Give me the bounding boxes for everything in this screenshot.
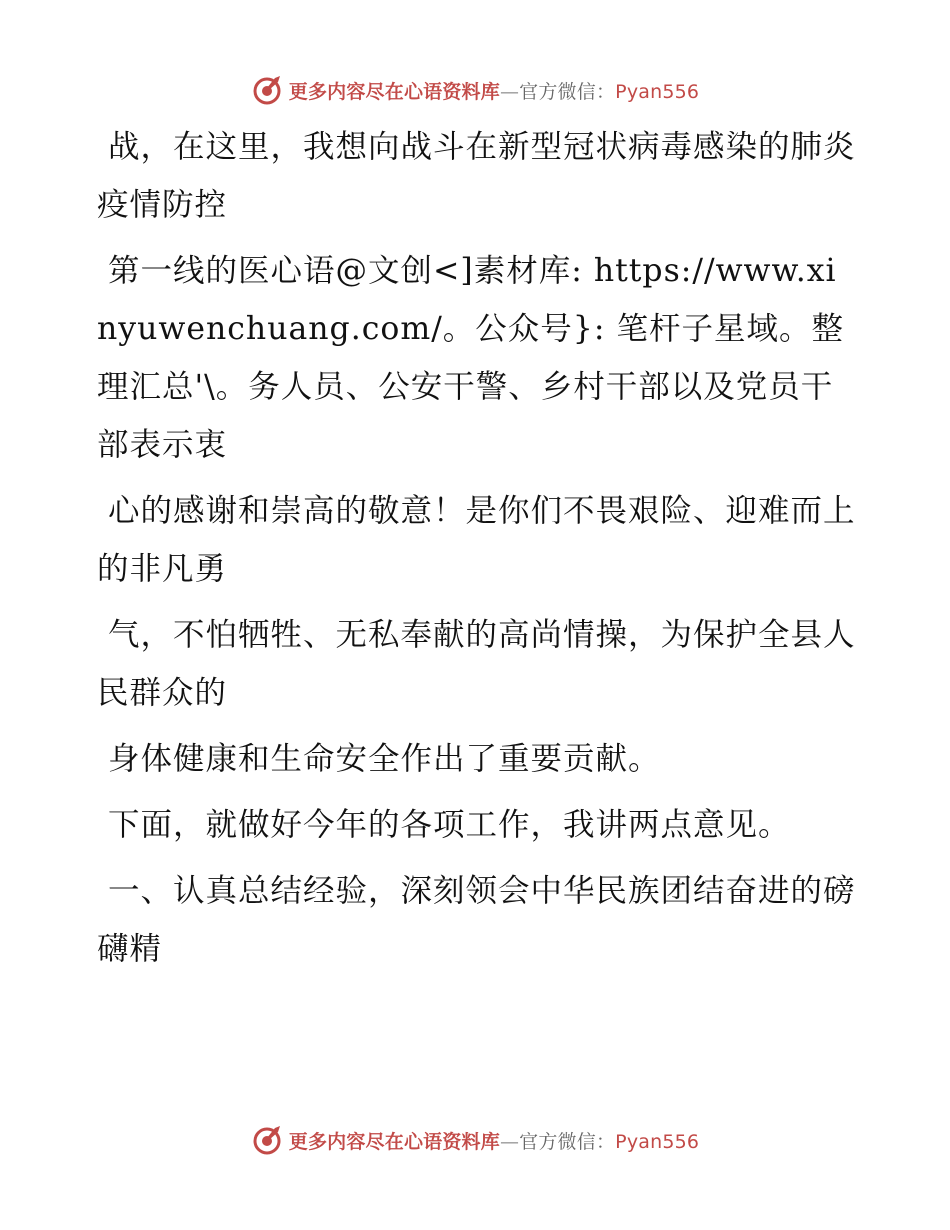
header-brand-title: 更多内容尽在心语资料库 bbox=[288, 80, 500, 103]
paragraph-2: 第一线的医心语@文创<]素材库: https://www.xinyuwenchuang.com/。公众号}: 笔杆子星域。整理汇总'\。务人员、公安干警、乡村干部以及党员干部表示衷 bbox=[97, 253, 844, 463]
paragraph-3: 心的感谢和崇高的敬意！是你们不畏艰险、迎难而上的非凡勇 bbox=[97, 493, 856, 587]
header-brand bbox=[251, 70, 699, 110]
footer-wechat-label: 官方微信 bbox=[519, 1130, 596, 1153]
quill-logo-icon bbox=[251, 1124, 283, 1156]
page-footer bbox=[0, 1120, 950, 1160]
footer-brand bbox=[251, 1120, 699, 1160]
paragraph-7: 一、认真总结经验，深刻领会中华民族团结奋进的磅礴精 bbox=[97, 873, 856, 967]
header-colon: ： bbox=[595, 80, 616, 103]
paragraph-6: 下面，就做好今年的各项工作，我讲两点意见。 bbox=[97, 807, 791, 843]
paragraph-5: 身体健康和生命安全作出了重要贡献。 bbox=[97, 741, 661, 777]
quill-logo-icon bbox=[251, 74, 283, 106]
header-wechat-label: 官方微信 bbox=[519, 80, 596, 103]
page-header bbox=[0, 70, 950, 110]
header-wechat-id: Pyan556 bbox=[615, 80, 700, 103]
footer-brand-title: 更多内容尽在心语资料库 bbox=[288, 1130, 500, 1153]
footer-wechat-id: Pyan556 bbox=[615, 1130, 700, 1153]
paragraph-4: 气，不怕牺牲、无私奉献的高尚情操，为保护全县人民群众的 bbox=[97, 617, 856, 711]
footer-colon: ： bbox=[595, 1130, 616, 1153]
header-brand-separator: — bbox=[499, 80, 520, 103]
paragraph-1: 战，在这里，我想向战斗在新型冠状病毒感染的肺炎疫情防控 bbox=[97, 129, 856, 223]
footer-brand-separator: — bbox=[499, 1130, 520, 1153]
document-body bbox=[97, 118, 857, 978]
